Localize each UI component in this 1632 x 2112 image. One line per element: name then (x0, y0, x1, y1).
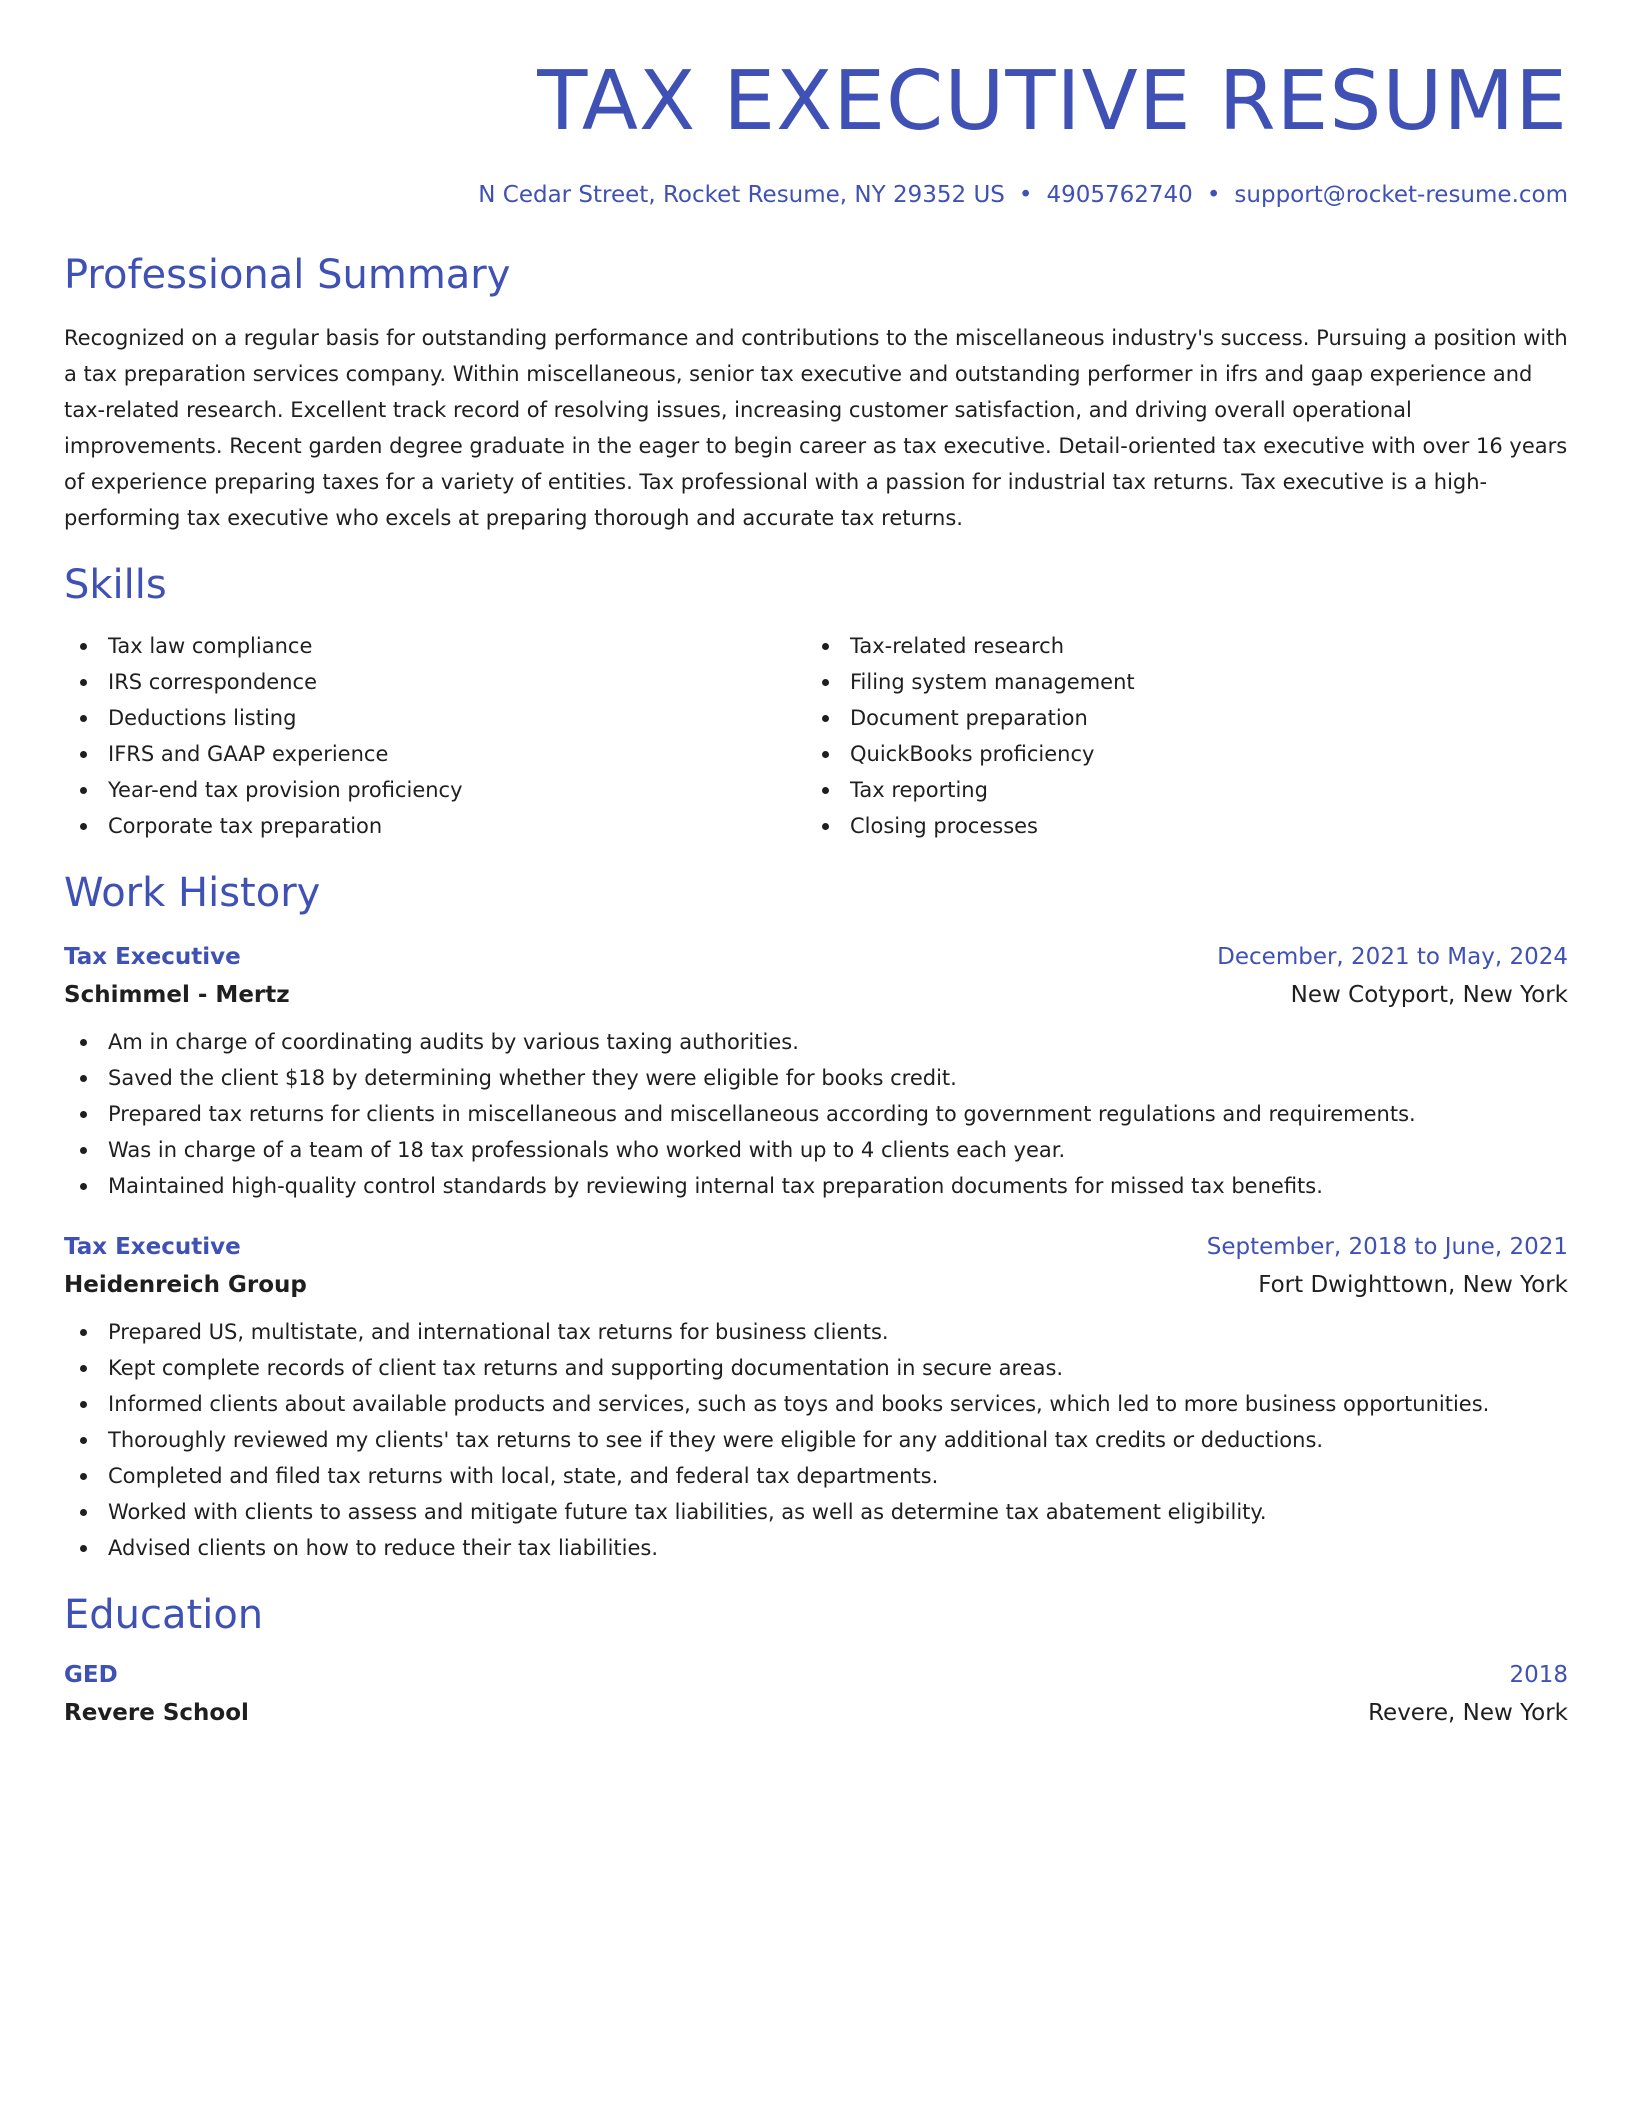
job-bullet: Maintained high-quality control standards by reviewing internal tax preparation documents for missed tax benefits. (64, 1168, 1568, 1204)
job-bullet: Completed and filed tax returns with local, state, and federal tax departments. (64, 1458, 1568, 1494)
summary-text: Recognized on a regular basis for outstanding performance and contributions to the miscellaneous industry's success. Pursuing a position with a tax preparation services company. Within miscellaneous, senior tax executive and outstanding performer in ifrs and gaap experience and tax-related research. Excellent track record of resolving issues, increasing customer satisfaction, and driving overall operational improvements. Recent garden degree graduate in the eager to begin career as tax executive. Detail-oriented tax executive with over 16 years of experience preparing taxes for a variety of entities. Tax professional with a passion for industrial tax returns. Tax executive is a high-performing tax executive who excels at preparing thorough and accurate tax returns. (64, 326, 1568, 530)
job-bullet: Kept complete records of client tax returns and supporting documentation in secure areas. (64, 1350, 1568, 1386)
job-location: Fort Dwighttown, New York (1258, 1272, 1568, 1298)
skills-list (64, 628, 1568, 844)
job-company: Schimmel - Mertz (64, 982, 290, 1008)
section-title-work-history: Work History (64, 870, 321, 916)
job-location: New Cotyport, New York (1290, 982, 1568, 1008)
education-year: 2018 (1509, 1662, 1568, 1688)
job-bullets (64, 1314, 1568, 1566)
job-bullet: Informed clients about available products and services, such as toys and books services, which led to more business opportunities. (64, 1386, 1568, 1422)
job-dates: September, 2018 to June, 2021 (1206, 1234, 1568, 1260)
education-entry (64, 1660, 1568, 1728)
job-role: Tax Executive (64, 1234, 241, 1260)
job-company-row (64, 1270, 1568, 1300)
job-bullet: Am in charge of coordinating audits by various taxing authorities. (64, 1024, 1568, 1060)
resume-title: TAX EXECUTIVE RESUME (537, 54, 1568, 149)
skill-item: IRS correspondence (64, 664, 806, 700)
skill-item: Filing system management (806, 664, 1548, 700)
skill-item: Tax-related research (806, 628, 1548, 664)
job-role: Tax Executive (64, 944, 241, 970)
skill-item: Deductions listing (64, 700, 806, 736)
skills-column-left (64, 628, 806, 844)
skill-item: Document preparation (806, 700, 1548, 736)
contact-separator: • (1018, 182, 1033, 208)
education-school-row (64, 1698, 1568, 1728)
contact-line (64, 180, 1568, 210)
contact-separator: • (1206, 182, 1221, 208)
job-company-row (64, 980, 1568, 1010)
job-header-row (64, 1232, 1568, 1262)
section-title-summary: Professional Summary (64, 252, 511, 298)
skill-item: QuickBooks proficiency (806, 736, 1548, 772)
section-title-education: Education (64, 1592, 264, 1638)
job-bullet: Saved the client $18 by determining whether they were eligible for books credit. (64, 1060, 1568, 1096)
skill-item: IFRS and GAAP experience (64, 736, 806, 772)
job-entry (64, 1232, 1568, 1566)
education-header-row (64, 1660, 1568, 1690)
job-bullets (64, 1024, 1568, 1204)
skill-item: Tax reporting (806, 772, 1548, 808)
job-bullet: Prepared tax returns for clients in miscellaneous and miscellaneous according to government regulations and requirements. (64, 1096, 1568, 1132)
contact-phone: 4905762740 (1046, 182, 1193, 208)
job-bullet: Prepared US, multistate, and international tax returns for business clients. (64, 1314, 1568, 1350)
job-company: Heidenreich Group (64, 1272, 307, 1298)
skill-item: Year-end tax provision proficiency (64, 772, 806, 808)
skill-item: Tax law compliance (64, 628, 806, 664)
job-bullet: Worked with clients to assess and mitigate future tax liabilities, as well as determine tax abatement eligibility. (64, 1494, 1568, 1530)
job-dates: December, 2021 to May, 2024 (1217, 944, 1568, 970)
job-entry (64, 942, 1568, 1204)
skill-item: Closing processes (806, 808, 1548, 844)
job-bullet: Thoroughly reviewed my clients' tax returns to see if they were eligible for any additional tax credits or deductions. (64, 1422, 1568, 1458)
education-school: Revere School (64, 1700, 249, 1726)
contact-email[interactable]: support@rocket-resume.com (1234, 182, 1568, 208)
job-bullet: Was in charge of a team of 18 tax professionals who worked with up to 4 clients each year. (64, 1132, 1568, 1168)
job-header-row (64, 942, 1568, 972)
section-title-skills: Skills (64, 562, 167, 608)
skills-column-right (806, 628, 1548, 844)
resume-header (64, 52, 1568, 210)
contact-address: N Cedar Street, Rocket Resume, NY 29352 US (478, 182, 1005, 208)
education-degree: GED (64, 1662, 118, 1688)
education-location: Revere, New York (1368, 1700, 1568, 1726)
skill-item: Corporate tax preparation (64, 808, 806, 844)
job-bullet: Advised clients on how to reduce their tax liabilities. (64, 1530, 1568, 1566)
